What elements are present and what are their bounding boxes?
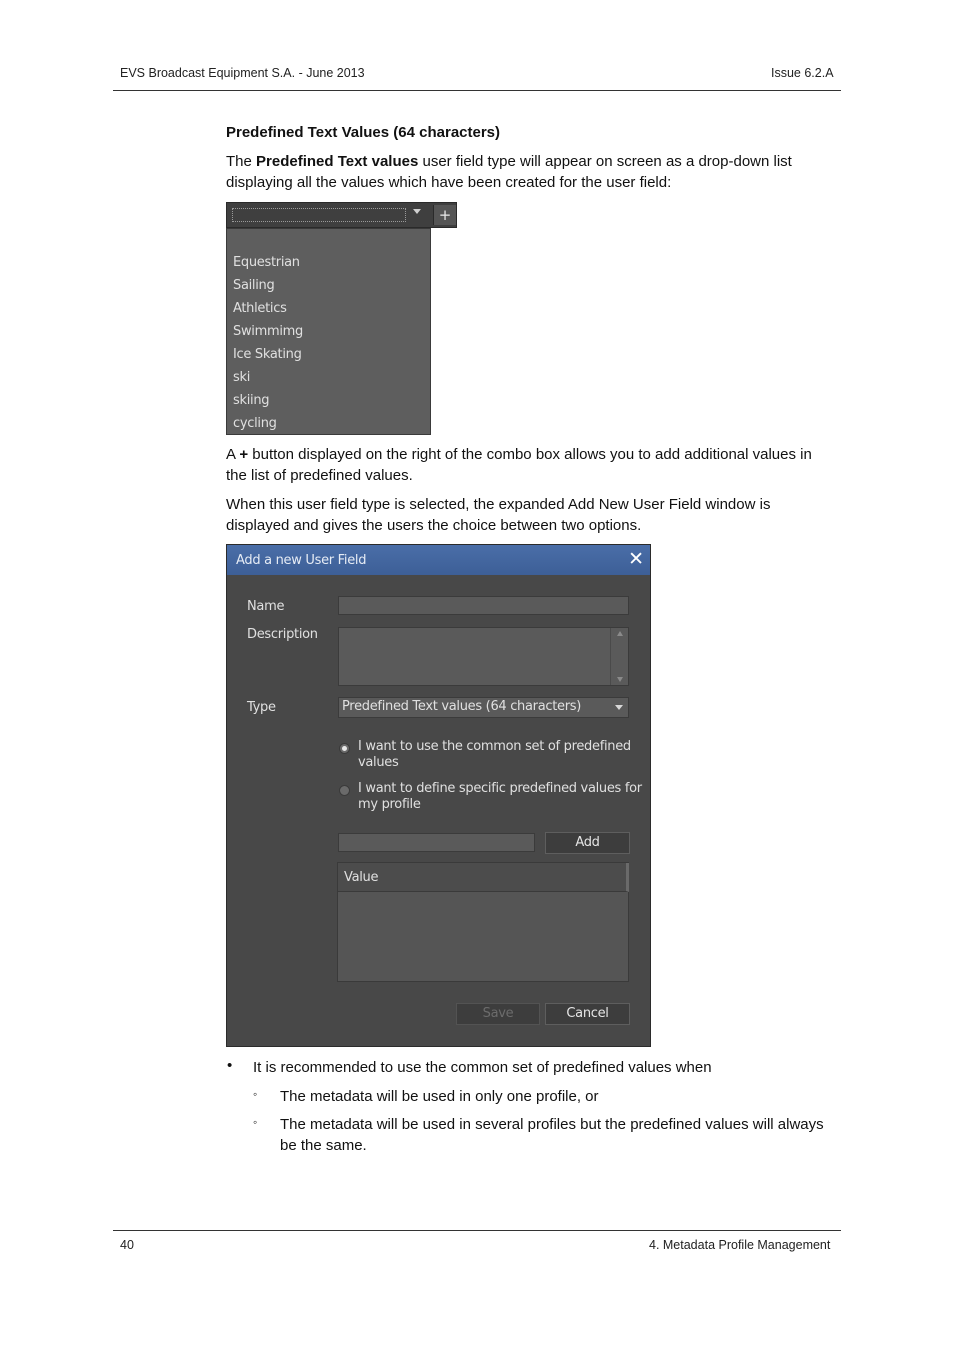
footer-rule [113, 1230, 841, 1231]
list-item[interactable]: Athletics [233, 301, 287, 316]
list-item[interactable]: skiing [233, 393, 270, 408]
add-user-field-dialog [226, 544, 651, 1047]
header-right: Issue 6.2.A [771, 66, 834, 80]
bullet-marker: • [227, 1057, 233, 1074]
cancel-button[interactable]: Cancel [545, 1003, 630, 1025]
dialog-title-bar [227, 545, 650, 575]
radio-specific-values[interactable] [339, 785, 350, 796]
close-icon[interactable]: ✕ [628, 548, 644, 570]
bullet-main: It is recommended to use the common set of predefined values when [253, 1059, 712, 1076]
grid-header[interactable] [338, 863, 629, 892]
combo-box[interactable] [226, 202, 457, 228]
type-select-value: Predefined Text values (64 characters) [342, 699, 582, 714]
radio-common-label[interactable]: I want to use the common set of predefined values [358, 739, 631, 770]
sub-bullet-marker: ◦ [253, 1087, 258, 1101]
list-item[interactable]: Swimmimg [233, 324, 303, 339]
add-button[interactable]: Add [545, 832, 630, 854]
list-item[interactable]: Equestrian [233, 255, 300, 270]
add-value-button[interactable]: + [433, 205, 456, 225]
dialog-title: Add a new User Field [236, 553, 367, 568]
header-left: EVS Broadcast Equipment S.A. - June 2013 [120, 66, 365, 80]
radio-specific-label[interactable]: I want to define specific predefined values for my profile [358, 781, 642, 812]
list-item[interactable]: ski [233, 370, 251, 385]
scroll-down-icon[interactable] [617, 677, 623, 682]
sub-bullet-marker: ◦ [253, 1115, 258, 1129]
type-select[interactable] [338, 697, 629, 718]
combo-field[interactable] [232, 208, 406, 222]
dropdown-list [226, 228, 431, 435]
save-button[interactable]: Save [456, 1003, 540, 1025]
radio-common-values[interactable] [339, 743, 350, 754]
window-paragraph: When this user field type is selected, the expanded Add New User Field window is displayed and gives the users the choice between two options. [226, 496, 771, 534]
header-rule [113, 90, 841, 91]
scroll-up-icon[interactable] [617, 631, 623, 636]
plus-button-paragraph: A + button displayed on the right of the combo box allows you to add additional values in the list of predefined values. [226, 446, 812, 484]
list-item[interactable]: cycling [233, 416, 277, 431]
name-label: Name [247, 599, 285, 614]
description-label: Description [247, 627, 318, 642]
intro-paragraph: The Predefined Text values user field type will appear on screen as a drop-down list displaying all the values which have been created for the user field: [226, 153, 792, 191]
page-number: 40 [120, 1238, 134, 1252]
list-item[interactable]: Sailing [233, 278, 275, 293]
type-label: Type [247, 700, 276, 715]
section-heading: Predefined Text Values (64 characters) [226, 124, 501, 141]
list-item[interactable]: Ice Skating [233, 347, 302, 362]
chapter-title: 4. Metadata Profile Management [649, 1238, 831, 1252]
sub-bullet-1: The metadata will be used in only one profile, or [280, 1088, 599, 1105]
chevron-down-icon[interactable] [615, 705, 623, 710]
new-value-field[interactable] [338, 833, 535, 852]
grid-header-label: Value [344, 870, 379, 885]
description-field[interactable] [338, 627, 629, 686]
scrollbar[interactable] [610, 628, 628, 685]
name-field[interactable] [338, 596, 629, 615]
chevron-down-icon[interactable] [413, 209, 421, 214]
values-grid [337, 862, 629, 982]
sub-bullet-2: The metadata will be used in several profiles but the predefined values will always be the same. [280, 1116, 824, 1154]
